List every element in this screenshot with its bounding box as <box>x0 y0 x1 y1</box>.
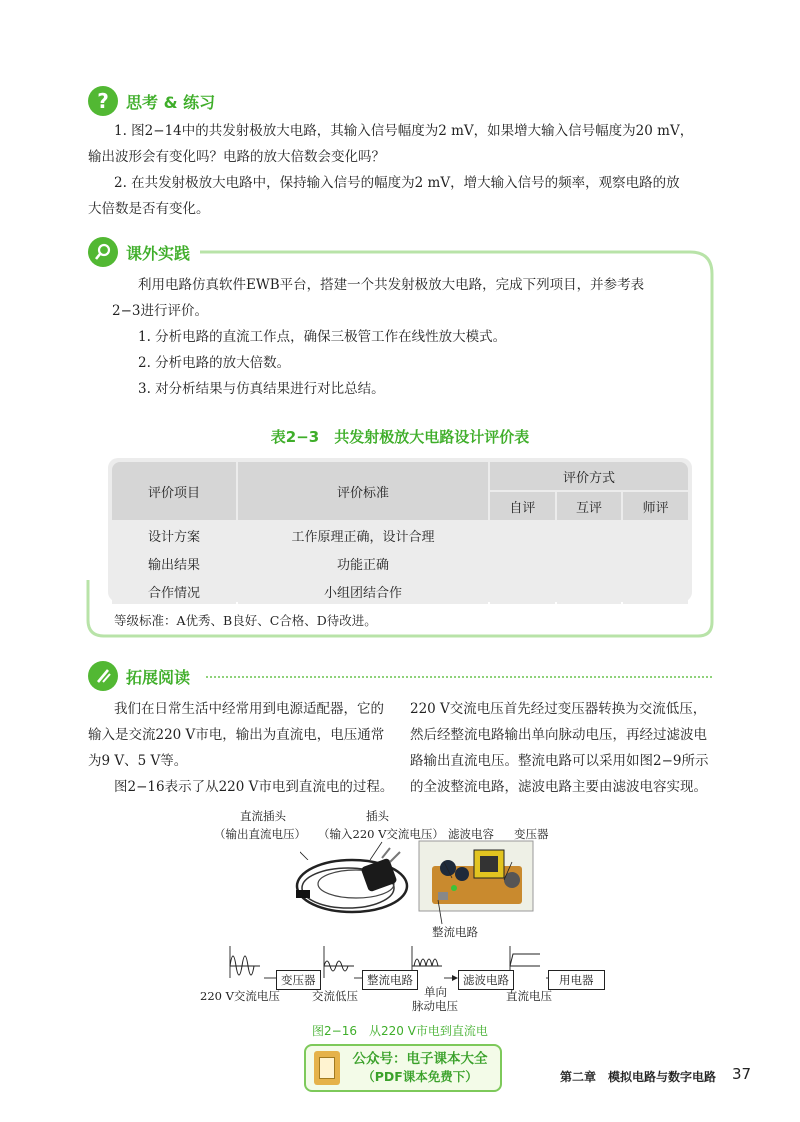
row-item: 合作情况 <box>112 578 236 604</box>
practice-title: 课外实践 <box>126 243 191 263</box>
cell-peer <box>557 522 622 548</box>
header-teacher: 师评 <box>623 492 688 520</box>
reading-right-line3: 路输出直流电压。整流电路可以采用如图2−9所示 <box>410 753 709 769</box>
table-row <box>112 522 688 548</box>
practice-intro-line2: 2−3进行评价。 <box>112 303 208 319</box>
cell-teacher <box>623 550 688 576</box>
block-filter: 滤波电路 <box>458 970 514 990</box>
question-icon: ? <box>88 86 118 116</box>
cell-teacher <box>623 578 688 604</box>
practice-intro-line1: 利用电路仿真软件EWB平台，搭建一个共发射极放大电路，完成下列项目，并参考表 <box>138 277 645 293</box>
page-number: 37 <box>732 1065 752 1083</box>
reading-section-header <box>88 661 190 691</box>
top-leader-lines <box>300 820 410 860</box>
label-plug-sub: （输入220 V交流电压） <box>318 827 444 841</box>
cell-peer <box>557 578 622 604</box>
reading-title: 拓展阅读 <box>126 667 191 687</box>
header-item: 评价项目 <box>112 462 236 520</box>
q2-line1: 2. 在共发射极放大电路中，保持输入信号的幅度为2 mV，增大输入信号的频率，观察电路的放 <box>114 175 680 191</box>
reading-right-column <box>410 696 720 800</box>
q1-line2: 输出波形会有变化吗？电路的放大倍数会变化吗？ <box>88 149 385 165</box>
practice-section-header <box>88 237 190 267</box>
q2-line2: 大倍数是否有变化。 <box>88 201 210 217</box>
watermark-line2: （PDF课本免费下） <box>362 1069 478 1084</box>
reading-dotted-rule <box>206 676 712 678</box>
label-dc-plug: 直流插头 <box>240 809 286 823</box>
header-standard: 评价标准 <box>238 462 488 520</box>
pen-icon <box>88 661 118 691</box>
table-caption: 表2−3 共发射极放大电路设计评价表 <box>270 428 530 446</box>
reading-left-line2: 输入是交流220 V市电，输出为直流电，电压通常 <box>88 727 385 743</box>
block-rectifier: 整流电路 <box>362 970 418 990</box>
table-row <box>112 550 688 576</box>
flow-label-pulse-b: 脉动电压 <box>412 999 458 1013</box>
cell-self <box>490 578 555 604</box>
label-rectifier: 整流电路 <box>432 925 478 939</box>
header-method: 评价方式 <box>490 462 688 490</box>
row-standard: 工作原理正确，设计合理 <box>238 522 488 548</box>
cell-self <box>490 522 555 548</box>
cell-self <box>490 550 555 576</box>
row-standard: 小组团结合作 <box>238 578 488 604</box>
row-item: 输出结果 <box>112 550 236 576</box>
practice-item-3: 3. 对分析结果与仿真结果进行对比总结。 <box>138 381 385 397</box>
flow-label-pulse-a: 单向 <box>424 985 447 999</box>
flow-label-ac: 220 V交流电压 <box>200 989 280 1003</box>
q1-line1: 1. 图2−14中的共发射极放大电路，其输入信号幅度为2 mV，如果增大输入信号幅度为20 mV， <box>114 123 694 139</box>
figure-caption: 图2−16 从220 V市电到直流电 <box>312 1024 488 1038</box>
block-load: 用电器 <box>548 970 605 990</box>
flow-label-dc: 直流电压 <box>506 989 552 1003</box>
flow-label-low-ac: 交流低压 <box>312 989 358 1003</box>
watermark-badge <box>304 1044 502 1092</box>
cell-teacher <box>623 522 688 548</box>
reading-right-line4: 的全波整流电路，滤波电路主要由滤波电容实现。 <box>410 779 707 795</box>
magnifier-icon <box>88 237 118 267</box>
block-transformer: 变压器 <box>276 970 321 990</box>
label-dc-plug-sub: （输出直流电压） <box>214 827 306 841</box>
header-self: 自评 <box>490 492 555 520</box>
chapter-title: 第二章 模拟电路与数字电路 <box>560 1070 717 1084</box>
label-transformer: 变压器 <box>514 827 549 841</box>
watermark-line1: 公众号：电子课本大全 <box>352 1051 488 1067</box>
practice-item-2: 2. 分析电路的放大倍数。 <box>138 355 291 371</box>
header-peer: 互评 <box>557 492 622 520</box>
label-plug: 插头 <box>366 809 389 823</box>
reading-left-line1: 我们在日常生活中经常用到电源适配器，它的 <box>114 701 384 717</box>
practice-body <box>112 272 692 402</box>
row-item: 设计方案 <box>112 522 236 548</box>
row-standard: 功能正确 <box>238 550 488 576</box>
reading-right-line2: 然后经整流电路输出单向脉动电压，再经过滤波电 <box>410 727 707 743</box>
reading-left-line4: 图2−16表示了从220 V市电到直流电的过程。 <box>114 779 394 795</box>
book-icon <box>314 1051 340 1085</box>
think-title: 思考 & 练习 <box>126 92 216 112</box>
practice-item-1: 1. 分析电路的直流工作点，确保三极管工作在线性放大模式。 <box>138 329 507 345</box>
evaluation-table <box>110 460 690 606</box>
label-capacitor: 滤波电容 <box>448 827 494 841</box>
grade-standard: 等级标准：A优秀、B良好、C合格、D待改进。 <box>114 613 377 628</box>
cell-peer <box>557 550 622 576</box>
table-row <box>112 578 688 604</box>
reading-right-line1: 220 V交流电压首先经过变压器转换为交流低压， <box>410 701 707 717</box>
reading-left-column <box>88 696 394 800</box>
reading-left-line3: 为9 V、5 V等。 <box>88 753 188 769</box>
